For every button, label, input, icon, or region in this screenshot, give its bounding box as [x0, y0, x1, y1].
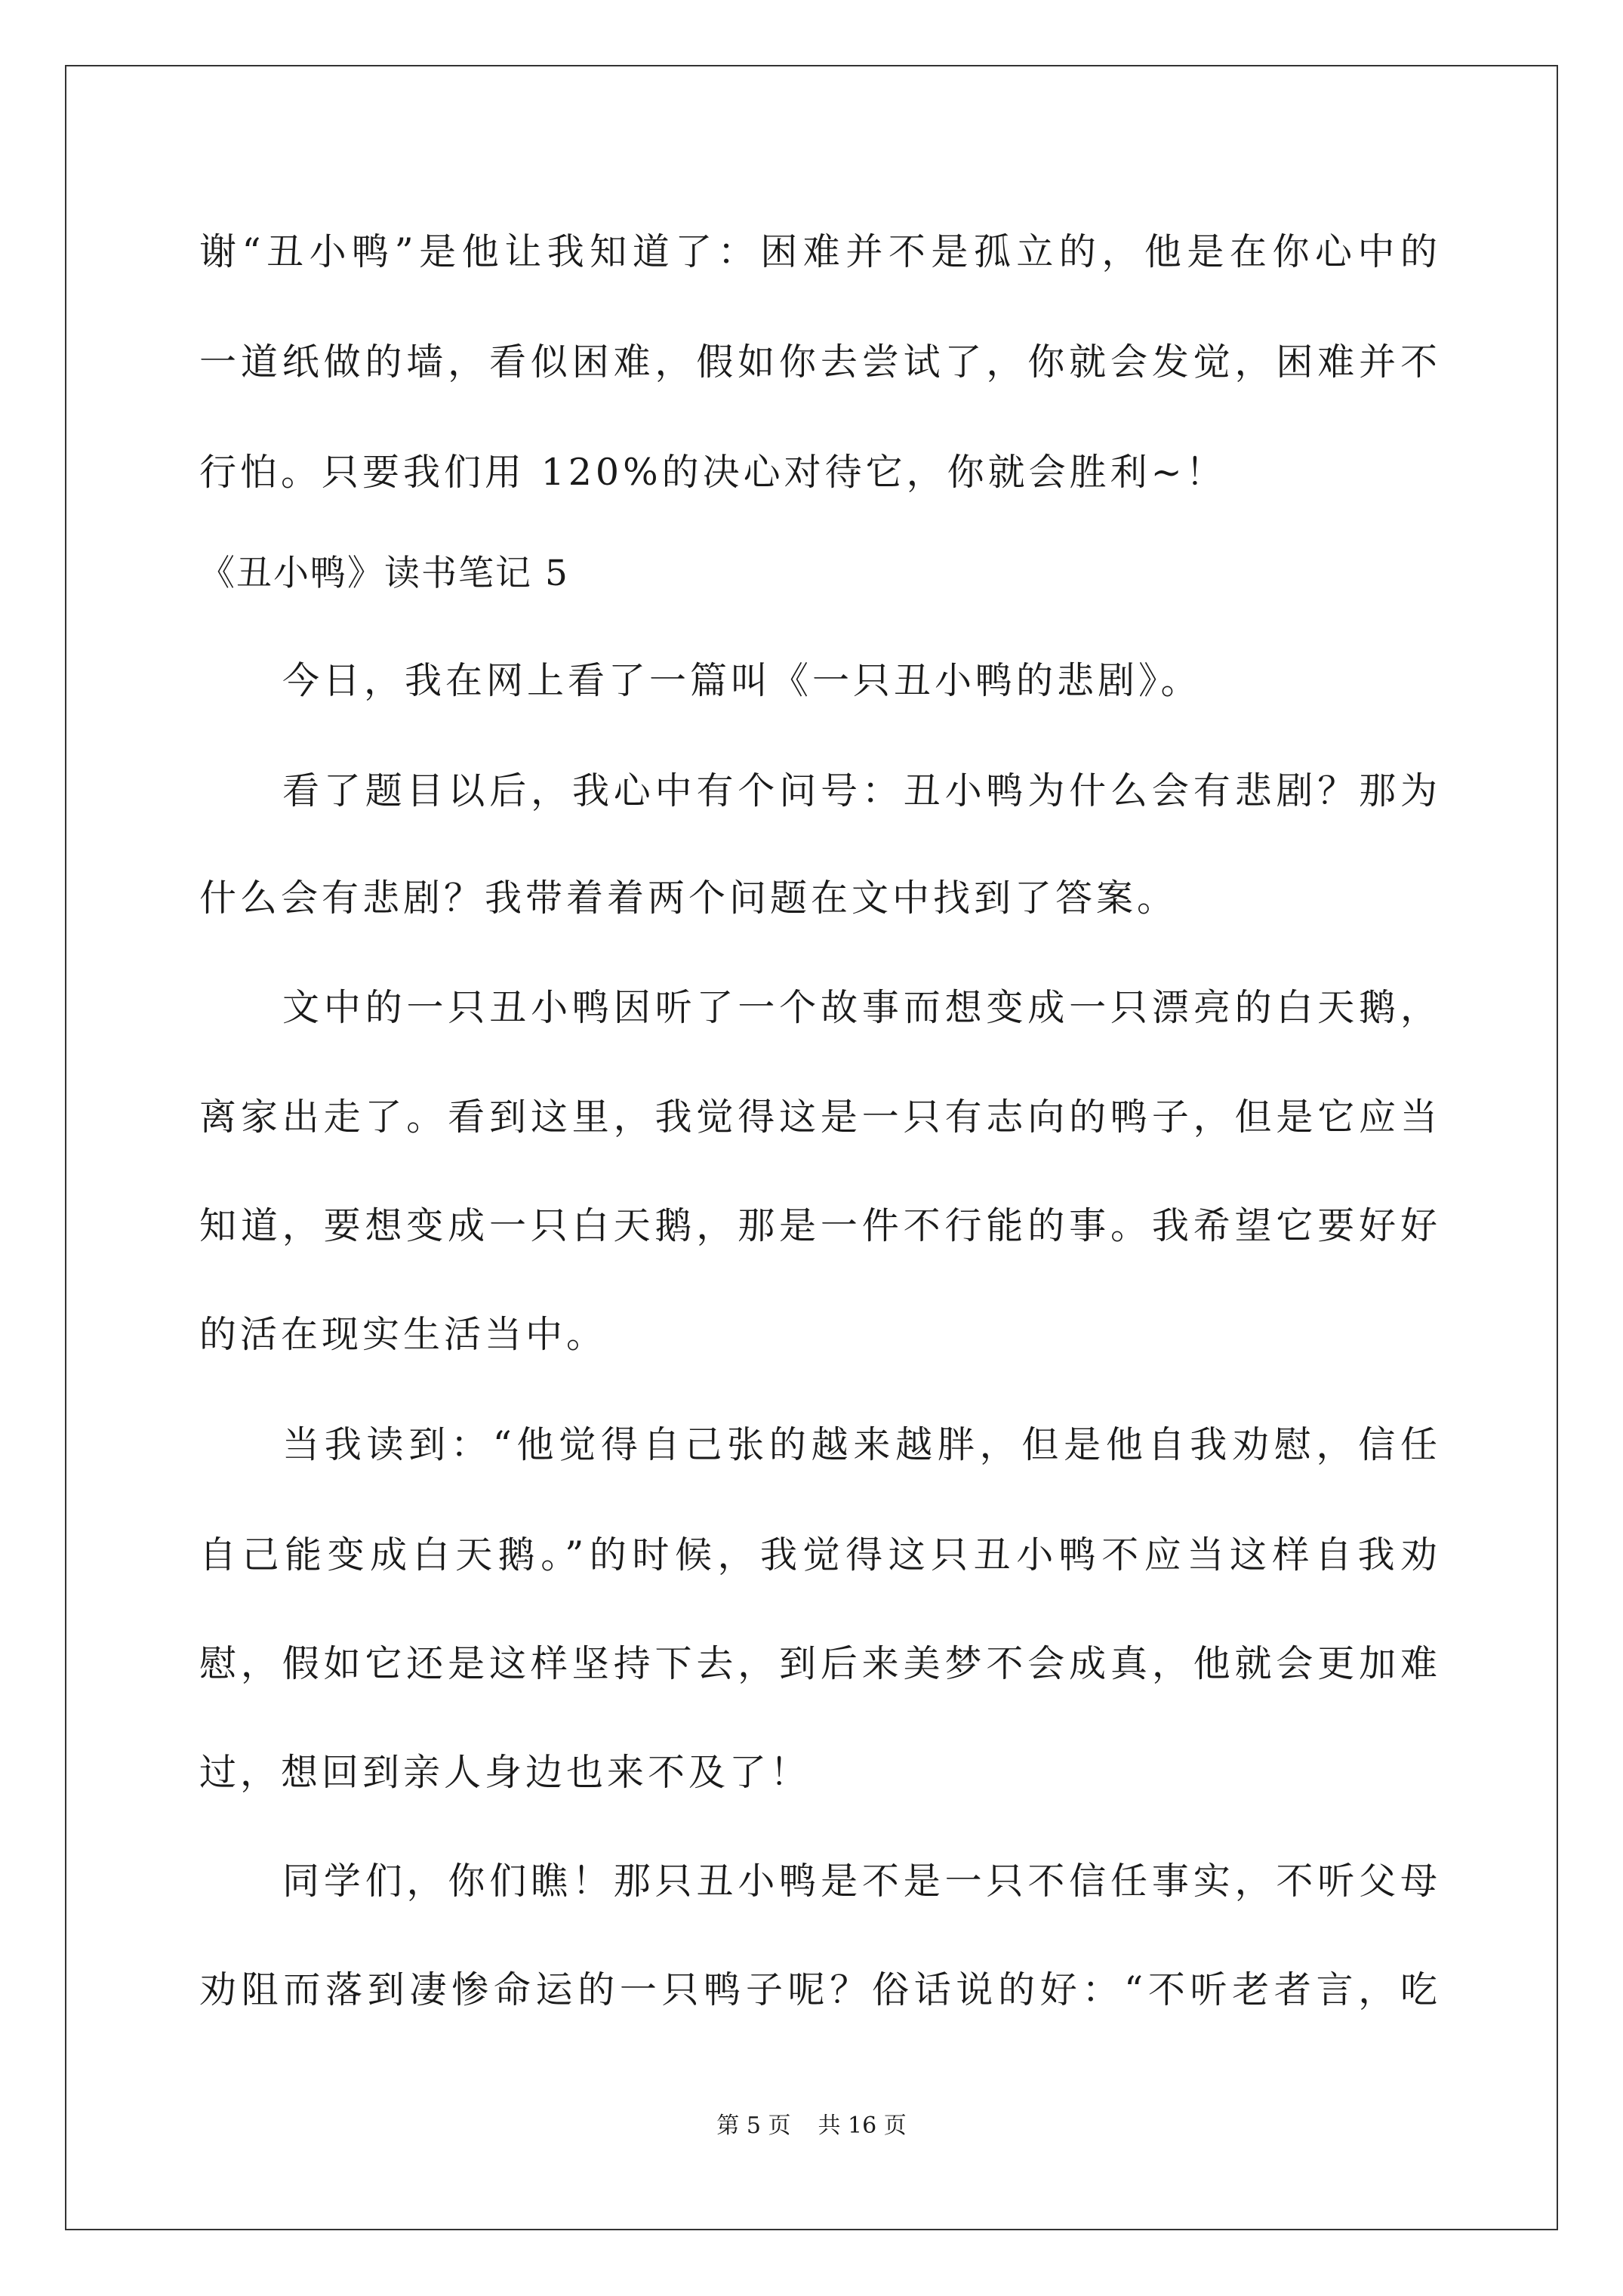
- paragraph-first-line: 今日，我在网上看了一篇叫《一只丑小鸭的悲剧》。: [282, 659, 1202, 702]
- page-number: 第 5 页: [716, 2113, 791, 2139]
- body-line: 过，想回到亲人身边也来不及了！: [199, 1751, 812, 1794]
- body-line: 一道纸做的墙，看似困难，假如你去尝试了，你就会发觉，困难并不: [199, 341, 1437, 384]
- paragraph-first-line: 当我读到：“他觉得自己张的越来越胖，但是他自我劝慰，信任: [282, 1423, 1437, 1466]
- page-border: [65, 65, 1558, 2230]
- paragraph-first-line: 看了题目以后，我心中有个问号：丑小鸭为什么会有悲剧？那为: [282, 769, 1437, 812]
- body-line: 什么会有悲剧？我带着着两个问题在文中找到了答案。: [199, 877, 1178, 920]
- page-total: 共 16 页: [818, 2113, 907, 2139]
- body-line: 的活在现实生活当中。: [199, 1313, 608, 1356]
- body-line: 自己能变成白天鹅。”的时候，我觉得这只丑小鸭不应当这样自我劝: [199, 1533, 1437, 1576]
- body-line: 谢“丑小鸭”是他让我知道了：困难并不是孤立的，他是在你心中的: [199, 230, 1437, 273]
- section-heading: 《丑小鸭》读书笔记 5: [199, 553, 569, 594]
- body-line: 离家出走了。看到这里，我觉得这是一只有志向的鸭子，但是它应当: [199, 1096, 1437, 1139]
- paragraph-first-line: 文中的一只丑小鸭因听了一个故事而想变成一只漂亮的白天鹅，: [282, 986, 1437, 1029]
- body-line: 行怕。只要我们用 120%的决心对待它，你就会胜利~！: [199, 451, 1227, 494]
- paragraph-first-line: 同学们，你们瞧！那只丑小鸭是不是一只不信任事实，不听父母: [282, 1860, 1437, 1903]
- page-footer: [0, 2111, 1623, 2141]
- body-line: 慰，假如它还是这样坚持下去，到后来美梦不会成真，他就会更加难: [199, 1642, 1437, 1685]
- body-line: 知道，要想变成一只白天鹅，那是一件不行能的事。我希望它要好好: [199, 1204, 1437, 1247]
- body-line: 劝阻而落到凄惨命运的一只鸭子呢？俗话说的好：“不听老者言，吃: [199, 1968, 1437, 2011]
